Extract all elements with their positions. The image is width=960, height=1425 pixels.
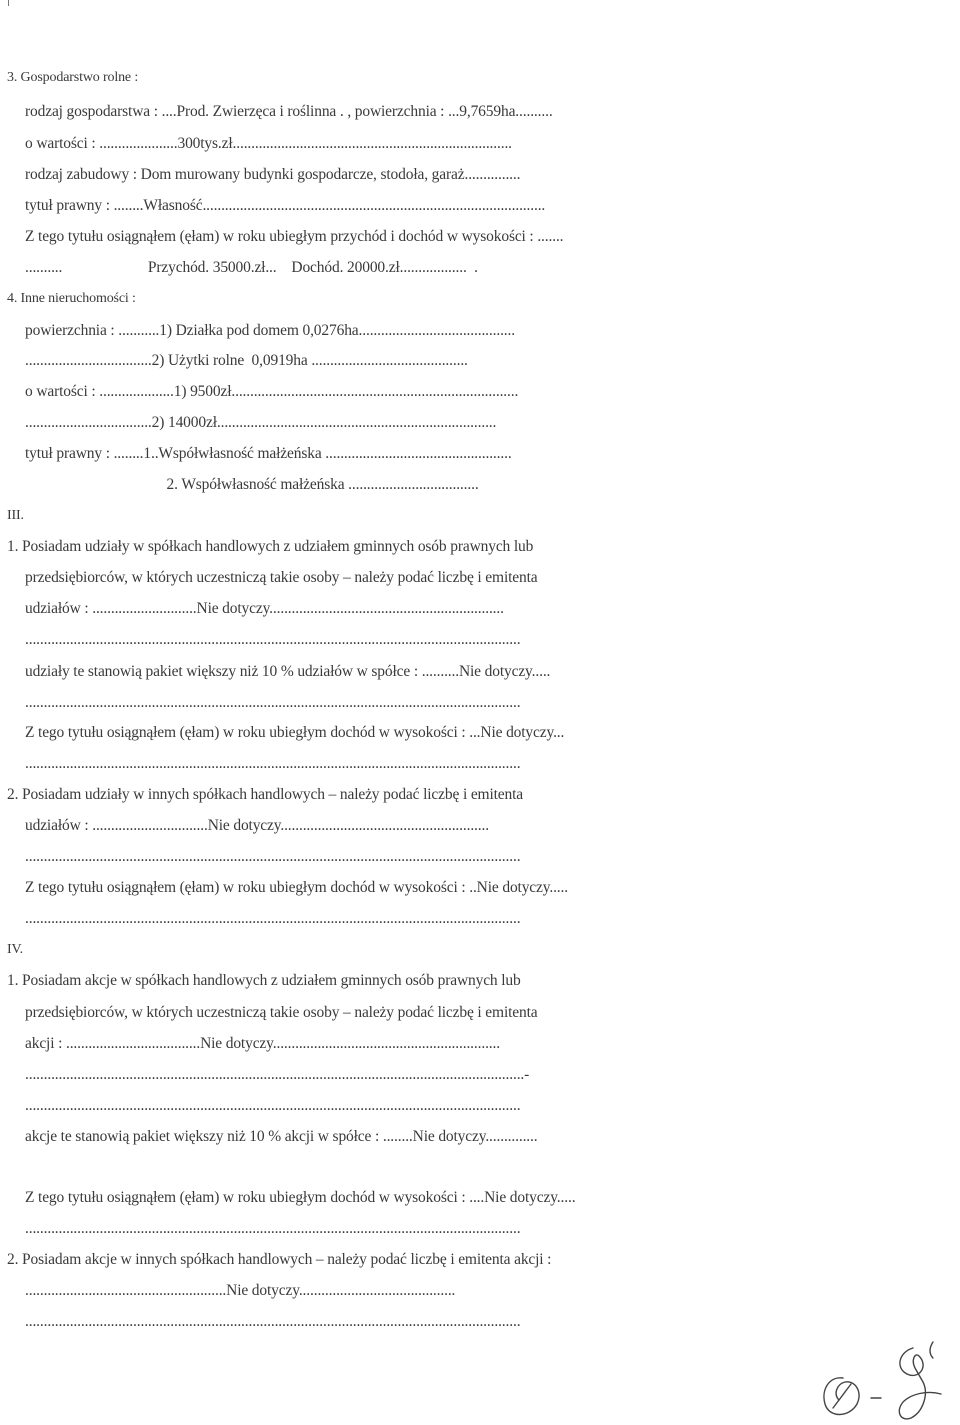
- dotted-blank: .....................................................................................................................................: [25, 694, 521, 711]
- shares-packet-line: udziały te stanowią pakiet większy niż 10 % udziałów w spółce : ..........Nie dotyczy.....: [25, 663, 551, 680]
- stocks-q1-line-1: 1. Posiadam akcje w spółkach handlowych z udziałem gminnych osób prawnych lub: [7, 972, 521, 989]
- property-title-line-2: 2. Współwłasność małżeńska ...................................: [25, 476, 479, 493]
- property-value-line-1: o wartości : ....................1) 9500zł.............................................................................: [25, 383, 519, 400]
- shares-q1-line-2: przedsiębiorców, w których uczestniczą takie osoby – należy podać liczbę i emitenta: [25, 569, 538, 586]
- dotted-blank: .....................................................................................................................................: [25, 1313, 521, 1330]
- farm-type-line: rodzaj gospodarstwa : ....Prod. Zwierzęca i roślinna . , powierzchnia : ...9,7659ha..........: [25, 103, 553, 120]
- property-area-line-2: ..................................2) Użytki rolne 0,0919ha ..........................................: [25, 352, 468, 369]
- scan-mark: [8, 0, 9, 6]
- stocks-income-line: Z tego tytułu osiągnąłem (ęłam) w roku ubiegłym dochód w wysokości : ....Nie dotyczy.....: [25, 1189, 576, 1206]
- dotted-blank: .....................................................................................................................................: [25, 910, 521, 927]
- farm-income-answer: .......... Przychód. 35000.zł... Dochód. 20000.zł.................. .: [25, 259, 478, 276]
- shares-q1-answer: udziałów : ............................Nie dotyczy...............................................................: [25, 600, 504, 617]
- shares-q1-line-1: 1. Posiadam udziały w spółkach handlowych z udziałem gminnych osób prawnych lub: [7, 538, 534, 555]
- farm-buildings-line: rodzaj zabudowy : Dom murowany budynki gospodarcze, stodoła, garaż...............: [25, 166, 521, 183]
- shares-income-line: Z tego tytułu osiągnąłem (ęłam) w roku ubiegłym dochód w wysokości : ...Nie dotyczy...: [25, 724, 565, 741]
- shares-q2-line: 2. Posiadam udziały w innych spółkach handlowych – należy podać liczbę i emitenta: [7, 786, 523, 803]
- stocks-q1-answer: akcji : ....................................Nie dotyczy.............................................................: [25, 1035, 500, 1052]
- dotted-blank: .....................................................................................................................................: [25, 1097, 521, 1114]
- section-IV-heading: IV.: [7, 942, 24, 957]
- stocks-q2-line: 2. Posiadam akcje w innych spółkach handlowych – należy podać liczbę i emitenta akcji :: [7, 1251, 552, 1268]
- shares-q2-answer: udziałów : ...............................Nie dotyczy........................................................: [25, 817, 489, 834]
- stocks-q2-answer: ......................................................Nie dotyczy..........................................: [25, 1282, 456, 1299]
- section-3-heading: 3. Gospodarstwo rolne :: [7, 70, 139, 85]
- dotted-blank: .....................................................................................................................................: [25, 848, 521, 865]
- handwritten-page-mark: [815, 1338, 955, 1423]
- section-III-heading: III.: [7, 508, 24, 523]
- dotted-blank: ......................................................................................................................................-: [25, 1066, 530, 1083]
- dotted-blank: .....................................................................................................................................: [25, 631, 521, 648]
- section-4-heading: 4. Inne nieruchomości :: [7, 291, 136, 306]
- stocks-q1-line-2: przedsiębiorców, w których uczestniczą takie osoby – należy podać liczbę i emitenta: [25, 1004, 538, 1021]
- property-area-line-1: powierzchnia : ...........1) Działka pod domem 0,0276ha..........................................: [25, 322, 515, 339]
- farm-value-line: o wartości : .....................300tys.zł...........................................................................: [25, 135, 512, 152]
- property-title-line-1: tytuł prawny : ........1..Współwłasność małżeńska ..................................................: [25, 445, 512, 462]
- farm-income-question: Z tego tytułu osiągnąłem (ęłam) w roku ubiegłym przychód i dochód w wysokości : .......: [25, 228, 564, 245]
- dotted-blank: .....................................................................................................................................: [25, 755, 521, 772]
- property-value-line-2: ..................................2) 14000zł...........................................................................: [25, 414, 497, 431]
- farm-title-line: tytuł prawny : ........Własność............................................................................................: [25, 197, 546, 214]
- dotted-blank: .....................................................................................................................................: [25, 1220, 521, 1237]
- shares-q2-income-line: Z tego tytułu osiągnąłem (ęłam) w roku ubiegłym dochód w wysokości : ..Nie dotyczy.....: [25, 879, 568, 896]
- stocks-packet-line: akcje te stanowią pakiet większy niż 10 % akcji w spółce : ........Nie dotyczy..............: [25, 1128, 538, 1145]
